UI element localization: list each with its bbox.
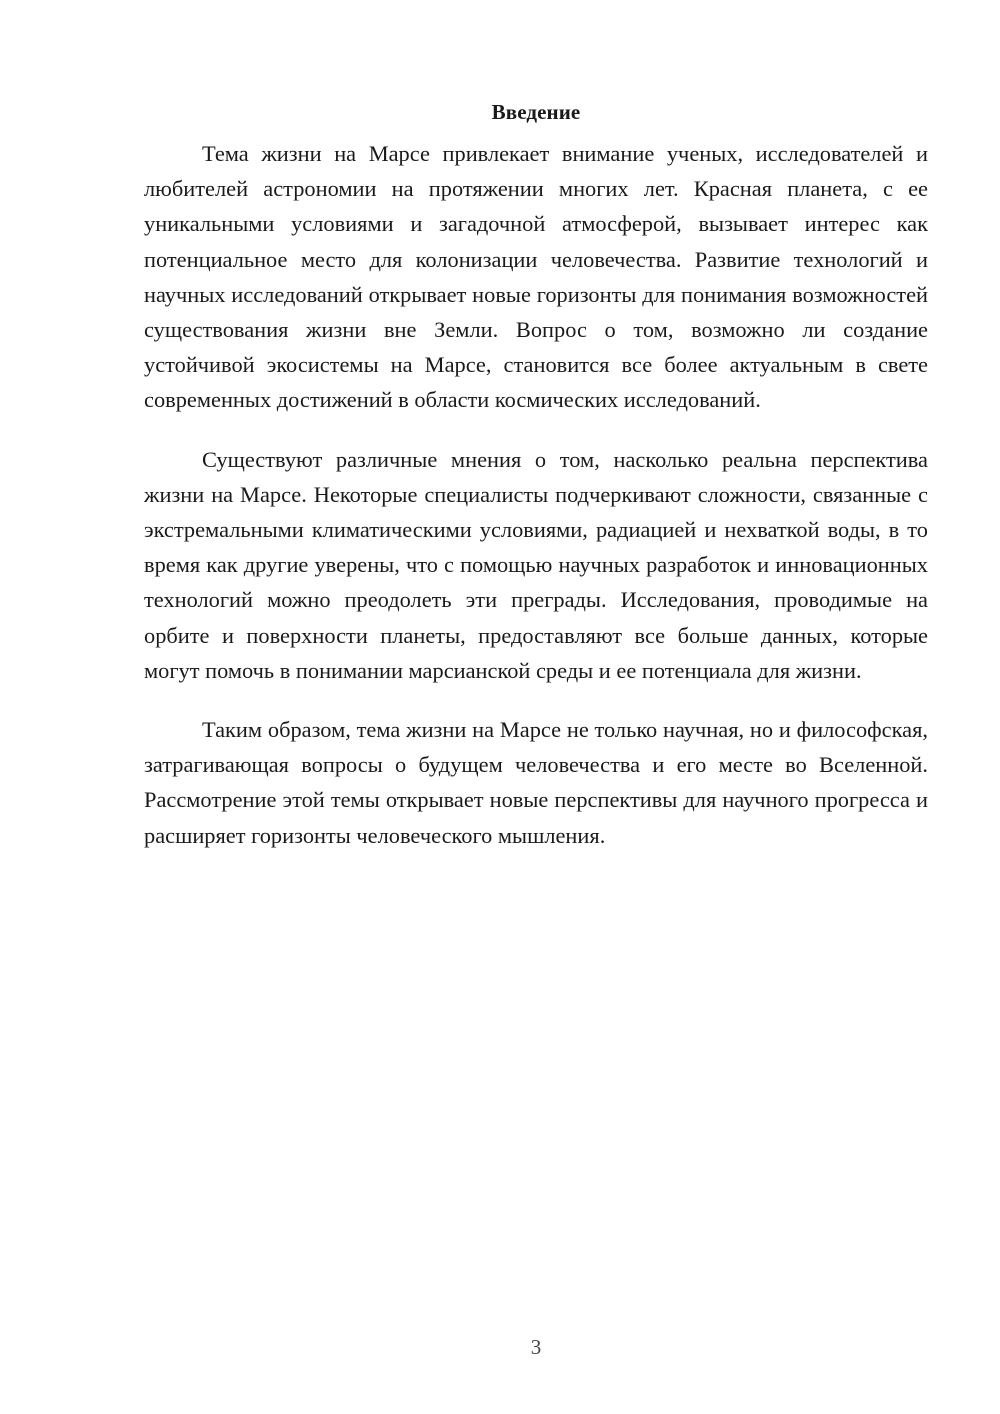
paragraph-3: Таким образом, тема жизни на Марсе не только научная, но и философская, затрагивающая вопросы о будущем человечества и его месте во Вселенной. Рассмотрение этой темы открывает новые перспективы для научного прогресса и расширяет горизонты человеческого мышления. [144, 717, 928, 848]
paragraph-1: Тема жизни на Марсе привлекает внимание ученых, исследователей и любителей астрономии на протяжении многих лет. Красная планета, с ее уникальными условиями и загадочной атмосферой, вызывает интерес как потенциальное место для колонизации человечества. Развитие технологий и научных исследований открывает новые горизонты для понимания возможностей существования жизни вне Земли. Вопрос о том, возможно ли создание устойчивой экосистемы на Марсе, становится все более актуальным в свете современных достижений в области космических исследований. [144, 141, 928, 413]
page-content [144, 98, 928, 877]
page-number: 3 [530, 1335, 542, 1359]
page-title: Введение [491, 100, 581, 124]
paragraph-2: Существуют различные мнения о том, насколько реальна перспектива жизни на Марсе. Некоторые специалисты подчеркивают сложности, связанные с экстремальными климатическими условиями, радиацией и нехваткой воды, в то время как другие уверены, что с помощью научных разработок и инновационных технологий можно преодолеть эти преграды. Исследования, проводимые на орбите и поверхности планеты, предоставляют все больше данных, которые могут помочь в понимании марсианской среды и ее потенциала для жизни. [144, 446, 928, 683]
